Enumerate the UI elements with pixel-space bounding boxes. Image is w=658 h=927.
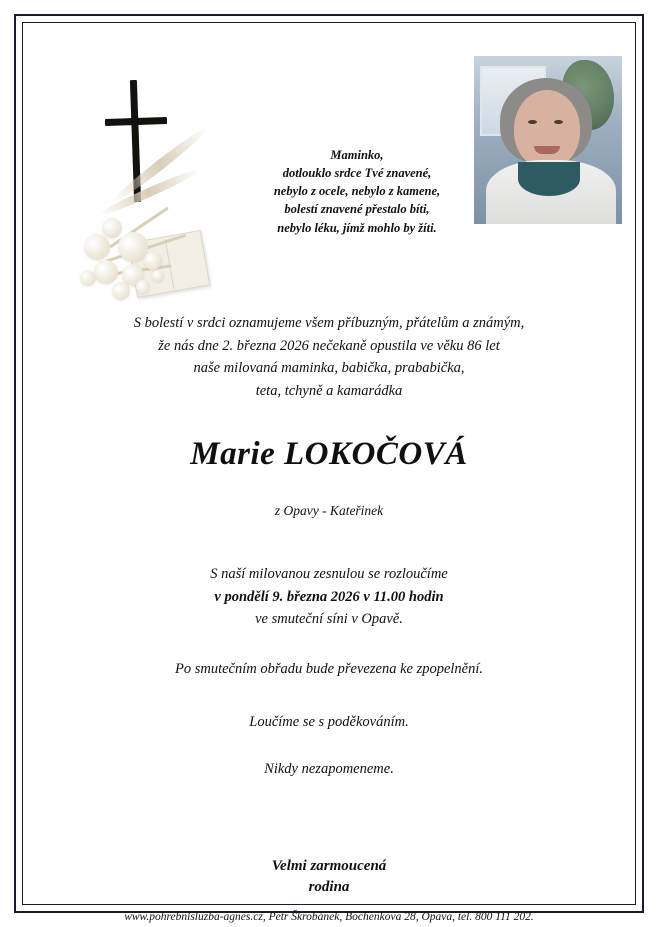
poem-line-2: dotlouklo srdce Tvé znavené, [282, 166, 432, 181]
ceremony-block [28, 563, 630, 630]
photo-eye [528, 120, 537, 124]
portrait-photo [474, 56, 622, 224]
flower-petal [80, 270, 96, 286]
thanks-note: Loučíme se s poděkováním. [249, 713, 409, 730]
flower-petal [94, 260, 118, 284]
poem-line-4: bolestí znavené přestalo bíti, [284, 202, 430, 217]
flower-petal [136, 280, 150, 294]
photo-face [514, 90, 580, 168]
photo-eye [554, 120, 563, 124]
ceremony-datetime: v pondělí 9. března 2026 v 11.00 hodin [214, 588, 444, 605]
deceased-origin: z Opavy - Kateřinek [274, 503, 384, 519]
footer-contact: www.pohrebnisluzba-agnes.cz, Petr Škrobánek, Bochenkova 28, Opava, tel. 800 111 202. [124, 911, 534, 923]
flower-petal [152, 270, 164, 282]
deceased-name: Marie LOKOČOVÁ [190, 436, 468, 473]
announcement-line-4: teta, tchyně a kamarádka [255, 382, 403, 399]
poem-line-3: nebylo z ocele, nebylo z kamene, [273, 184, 441, 199]
ceremony-location: ve smuteční síni v Opavě. [255, 611, 403, 628]
notice-content [28, 28, 630, 923]
announcement-line-2: že nás dne 2. března 2026 nečekaně opustila ve věku 86 let [158, 337, 500, 354]
photo-collar [518, 162, 580, 196]
family-line-2: rodina [308, 879, 350, 896]
ceremony-line-1: S naší milovanou zesnulou se rozloučíme [210, 566, 448, 583]
main-text-area [28, 254, 630, 899]
flower-petal [84, 234, 110, 260]
family-signature [28, 856, 630, 900]
header-area [28, 28, 630, 254]
poem-block [242, 146, 472, 237]
announcement-block [28, 312, 630, 402]
photo-mouth [534, 146, 560, 154]
flower-petal [102, 218, 122, 238]
announcement-line-1: S bolestí v srdci oznamujeme všem příbuzným, přátelům a známým, [133, 315, 525, 332]
cross-horizontal-bar [105, 117, 167, 126]
cremation-note: Po smutečním obřadu bude převezena ke zpopelnění. [174, 660, 484, 677]
poem-line-1: Maminko, [330, 148, 384, 162]
poem-line-5: nebylo léku, jímž mohlo by žíti. [277, 220, 437, 235]
announcement-line-3: naše milovaná maminka, babička, prababička, [193, 360, 465, 377]
bouquet-icon [78, 208, 228, 318]
flower-petal [112, 282, 130, 300]
ribbon-decoration [110, 124, 211, 206]
flower-petal [144, 252, 162, 270]
cross-flowers-icon [70, 68, 250, 308]
family-line-1: Velmi zarmoucená [271, 857, 387, 874]
remembrance-note: Nikdy nezapomeneme. [264, 760, 394, 777]
